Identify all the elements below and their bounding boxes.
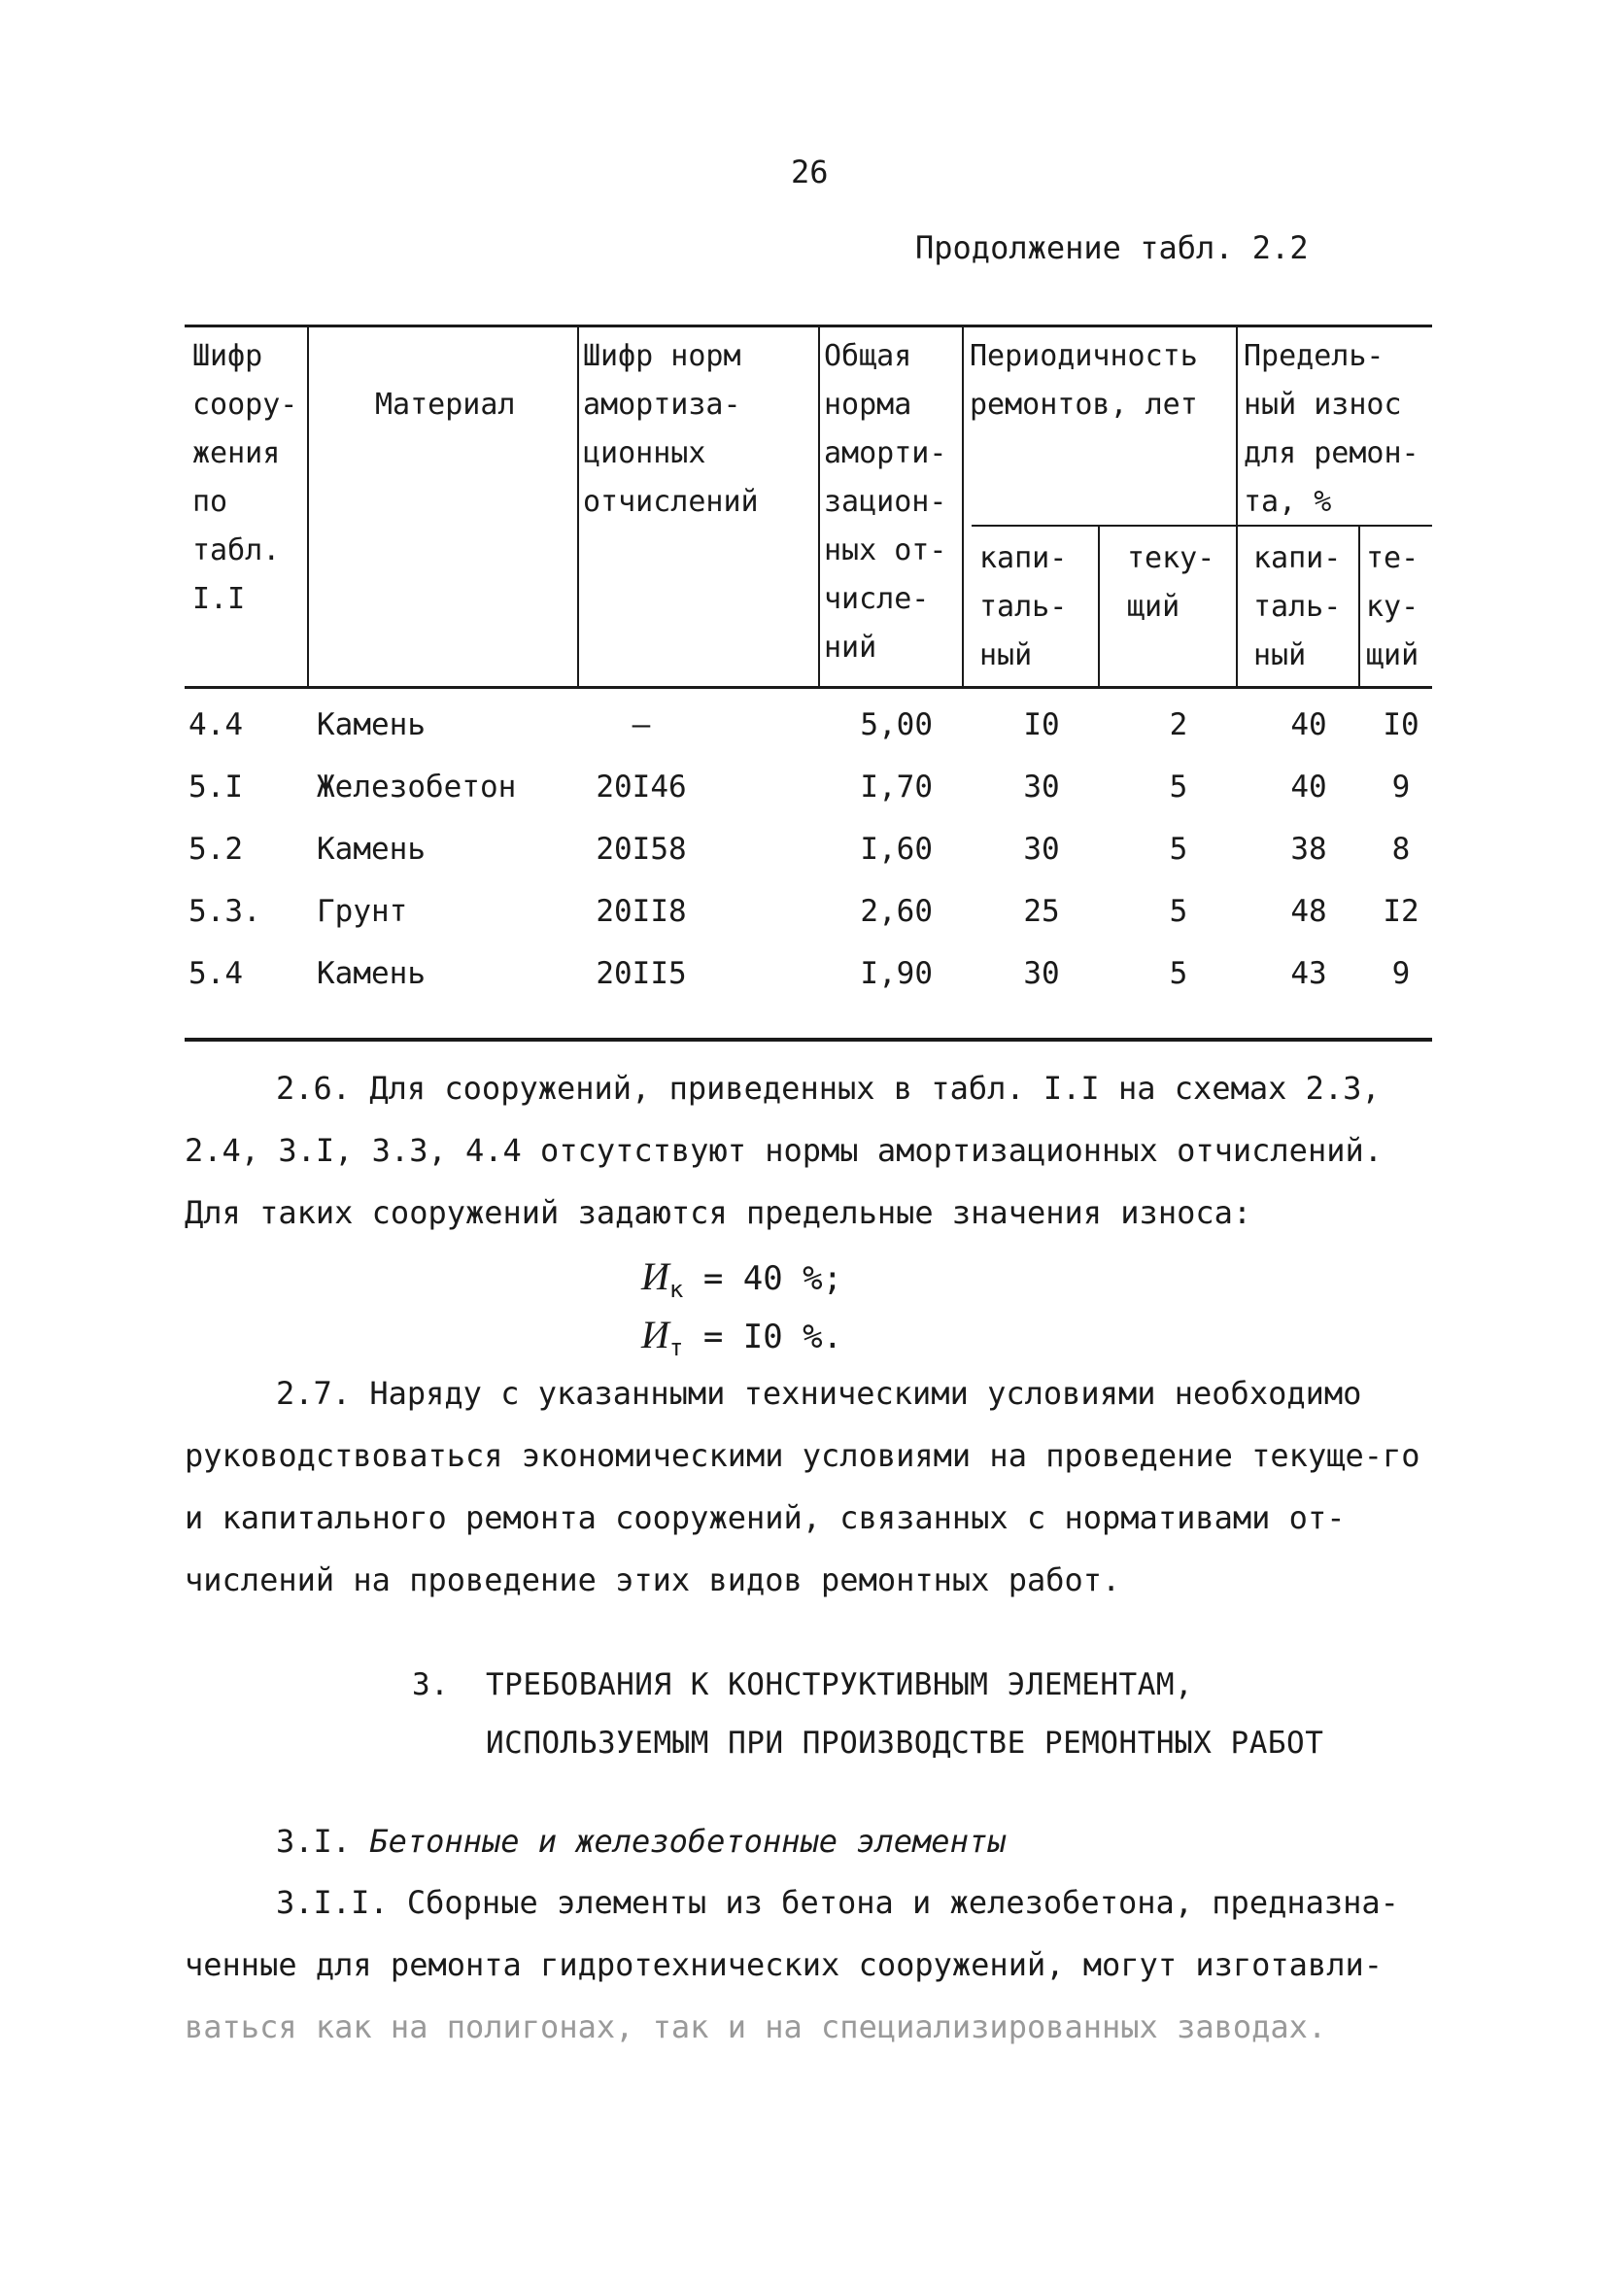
table-column-divider	[1358, 527, 1360, 686]
cell-code: 5.I	[188, 770, 243, 805]
header-periodicity-capital: капи- таль- ный	[979, 541, 1068, 672]
cell-code: 5.4	[188, 956, 243, 991]
cell-period-current: 5	[1169, 832, 1188, 867]
table-column-divider	[307, 326, 309, 686]
cell-period-capital: 30	[1023, 832, 1060, 867]
paragraph-2-7: 2.7. Наряду с указанными техническими условиями необходимо руководствоваться экономическими условиями на проведение текуще-го и капитального ремонта сооружений, связанных с нормативами от-числений на проведение этих видов ремонтных работ.	[185, 1375, 1420, 1598]
section-title-line-1: ТРЕБОВАНИЯ К КОНСТРУКТИВНЫМ ЭЛЕМЕНТАМ,	[486, 1667, 1194, 1702]
table-row	[185, 832, 1432, 894]
cell-shifr: 20I46	[596, 770, 687, 805]
header-code: Шифр соору- жения по табл. I.I	[192, 339, 298, 616]
section-title-line-2: ИСПОЛЬЗУЕМЫМ ПРИ ПРОИЗВОДСТВЕ РЕМОНТНЫХ РАБОТ	[486, 1726, 1324, 1761]
cell-period-capital: 25	[1023, 894, 1060, 929]
cell-material: Камень	[317, 956, 426, 991]
table-column-divider	[577, 326, 579, 686]
subsection-title: Бетонные и железобетонные элементы	[369, 1823, 1007, 1860]
cell-code: 4.4	[188, 707, 243, 742]
cell-shifr: –	[632, 707, 651, 742]
cell-shifr: 20II8	[596, 894, 687, 929]
cell-norm: 5,00	[860, 707, 933, 742]
cell-period-capital: I0	[1023, 707, 1060, 742]
header-repair-periodicity: Периодичность ремонтов, лет	[970, 339, 1198, 422]
paragraph-3-1-1-continued: ваться как на полигонах, так и на специализированных заводах.	[185, 2008, 1327, 2045]
cell-wear-current: I2	[1383, 894, 1419, 929]
subsection-heading	[276, 1823, 1006, 1860]
table-row	[185, 707, 1432, 770]
cell-norm: I,70	[860, 770, 933, 805]
cell-wear-current: 9	[1391, 770, 1411, 805]
header-material: Материал	[375, 388, 516, 422]
header-general-norm: Общая норма аморти- зацион- ных от- числе- ний	[824, 339, 947, 665]
cell-wear-capital: 43	[1290, 956, 1327, 991]
formula-capital-wear	[641, 1253, 842, 1303]
cell-wear-current: 9	[1391, 956, 1411, 991]
table-continuation-label: Продолжение табл. 2.2	[915, 229, 1309, 266]
table-column-divider	[1236, 326, 1238, 686]
table-column-divider	[818, 326, 820, 686]
table-column-divider	[962, 326, 964, 686]
page-number: 26	[791, 154, 829, 190]
header-shifr-norm: Шифр норм амортиза- ционных отчислений	[583, 339, 759, 519]
cell-wear-current: I0	[1383, 707, 1419, 742]
paragraph-2-6: 2.6. Для сооружений, приведенных в табл. I.I на схемах 2.3, 2.4, 3.I, 3.3, 4.4 отсутствуют нормы амортизационных отчислений. Для таких сооружений задаются предельные значения износа:	[185, 1070, 1383, 1231]
cell-norm: 2,60	[860, 894, 933, 929]
cell-material: Камень	[317, 707, 426, 742]
cell-period-capital: 30	[1023, 770, 1060, 805]
cell-period-current: 5	[1169, 770, 1188, 805]
table-column-divider	[1098, 527, 1100, 686]
cell-wear-capital: 48	[1290, 894, 1327, 929]
header-periodicity-current: теку- щий	[1127, 541, 1215, 624]
table-header-rule	[185, 686, 1432, 689]
cell-wear-current: 8	[1391, 832, 1411, 867]
header-wear-capital: капи- таль- ный	[1253, 541, 1342, 672]
cell-period-capital: 30	[1023, 956, 1060, 991]
cell-shifr: 20II5	[596, 956, 687, 991]
cell-code: 5.2	[188, 832, 243, 867]
cell-norm: I,90	[860, 956, 933, 991]
cell-wear-capital: 40	[1290, 707, 1327, 742]
table-top-rule	[185, 325, 1432, 327]
cell-wear-capital: 40	[1290, 770, 1327, 805]
section-number: 3.	[412, 1667, 450, 1702]
cell-norm: I,60	[860, 832, 933, 867]
formula-value: = I0 %.	[702, 1318, 843, 1356]
cell-period-current: 5	[1169, 894, 1188, 929]
formula-value: = 40 %;	[702, 1259, 843, 1298]
table-bottom-rule	[185, 1038, 1432, 1042]
header-wear-limit: Предель- ный износ для ремон- та, %	[1244, 339, 1419, 519]
cell-material: Железобетон	[317, 770, 517, 805]
cell-material: Грунт	[317, 894, 408, 929]
cell-material: Камень	[317, 832, 426, 867]
amortization-table	[185, 325, 1432, 1045]
cell-period-current: 2	[1169, 707, 1188, 742]
table-row	[185, 956, 1432, 1018]
paragraph-3-1-1: 3.I.I. Сборные элементы из бетона и железобетона, предназна-ченные для ремонта гидротехнических сооружений, могут изготавли-	[185, 1884, 1399, 1983]
subsection-number: 3.I.	[276, 1823, 352, 1860]
cell-shifr: 20I58	[596, 832, 687, 867]
formula-current-wear	[641, 1312, 842, 1361]
formula-subscript: к	[668, 1275, 684, 1303]
formula-subscript: т	[668, 1333, 684, 1361]
header-wear-current: те- ку- щий	[1366, 541, 1419, 672]
cell-wear-capital: 38	[1290, 832, 1327, 867]
formula-symbol: И	[641, 1254, 669, 1298]
cell-code: 5.3.	[188, 894, 261, 929]
table-row	[185, 894, 1432, 956]
formula-symbol: И	[641, 1313, 669, 1356]
cell-period-current: 5	[1169, 956, 1188, 991]
table-row	[185, 770, 1432, 832]
